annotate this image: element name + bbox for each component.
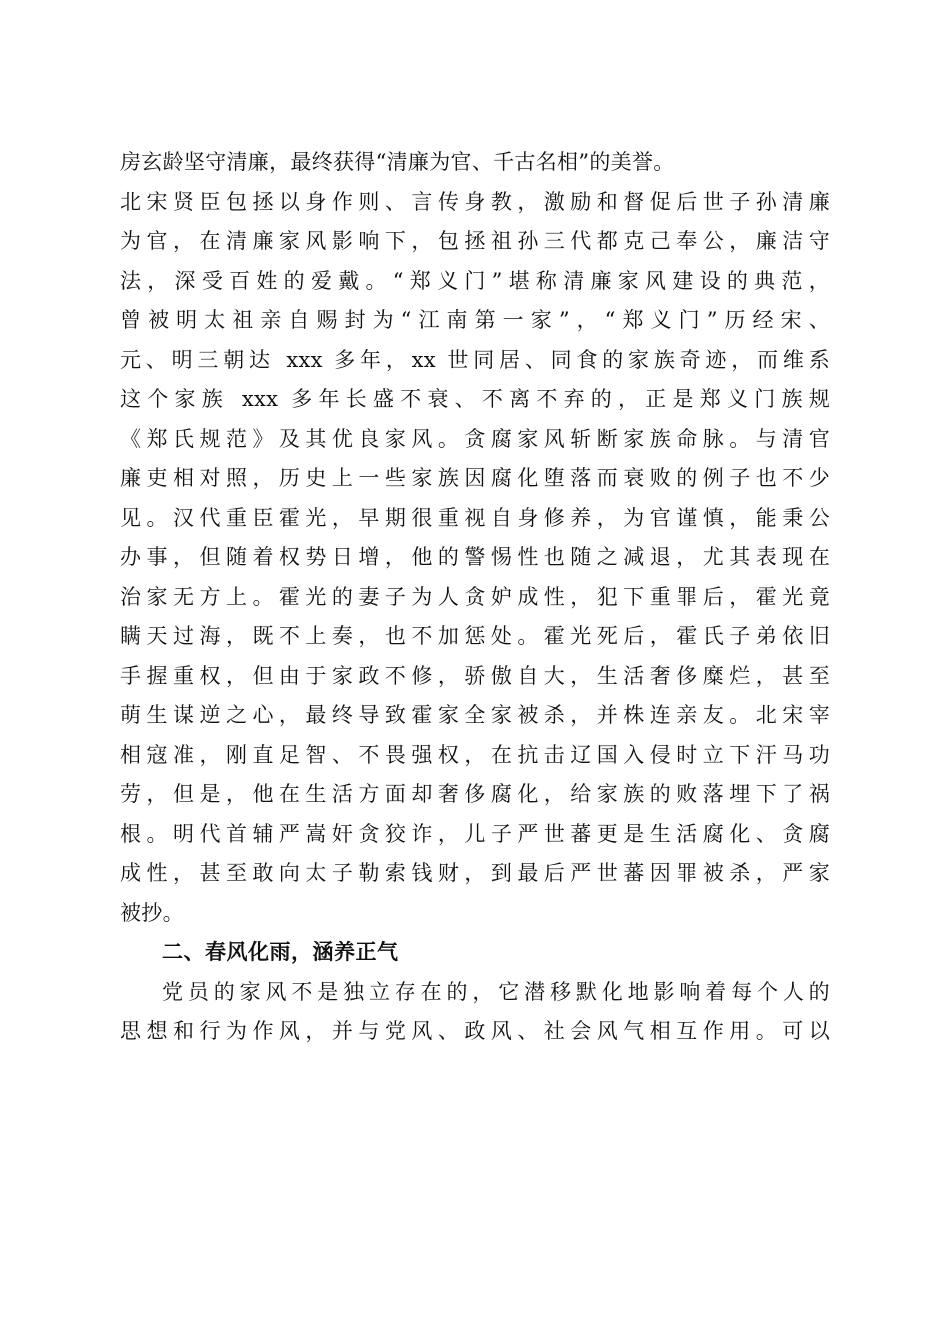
text-line: 相寇准，刚直足智、不畏强权，在抗击辽国入侵时立下汗马功 xyxy=(120,742,830,767)
section-heading: 二、春风化雨，涵养正气 xyxy=(162,940,399,964)
text-line: 萌生谋逆之心，最终导致霍家全家被杀，并株连亲友。北宋宰 xyxy=(120,703,830,727)
text-line: 手握重权，但由于家政不修，骄傲自大，生活奢侈糜烂，甚至 xyxy=(120,663,830,688)
text-line: 瞒天过海，既不上奏，也不加惩处。霍光死后，霍氏子弟依旧 xyxy=(120,624,830,648)
text-line: 曾被明太祖亲自赐封为“江南第一家”，“郑义门”历经宋、 xyxy=(120,308,830,332)
text-line: 劳，但是，他在生活方面却奢侈腐化，给家族的败落埋下了祸 xyxy=(120,782,830,806)
text-line: 房玄龄坚守清廉，最终获得“清廉为官、千古名相”的美誉。 xyxy=(120,150,675,174)
text-line: 廉吏相对照，历史上一些家族因腐化堕落而衰败的例子也不少 xyxy=(120,466,830,490)
text-line: 这个家族 xxx 多年长盛不衰、不离不弃的，正是郑义门族规 xyxy=(120,387,830,411)
text-line: 党员的家风不是独立存在的，它潜移默化地影响着每个人的 xyxy=(162,979,830,1004)
text-line: 法，深受百姓的爱戴。“郑义门”堪称清廉家风建设的典范， xyxy=(120,268,830,293)
body-text xyxy=(120,143,830,1052)
text-line: 办事，但随着权势日增，他的警惕性也随之减退，尤其表现在 xyxy=(120,545,830,569)
text-line: 根。明代首辅严嵩奸贪狡诈，儿子严世蕃更是生活腐化、贪腐 xyxy=(120,821,830,846)
text-line: 为官，在清廉家风影响下，包拯祖孙三代都克己奉公，廉洁守 xyxy=(120,229,830,253)
text-line: 《郑氏规范》及其优良家风。贪腐家风斩断家族命脉。与清官 xyxy=(120,426,830,451)
text-line: 治家无方上。霍光的妻子为人贪妒成性，犯下重罪后，霍光竟 xyxy=(120,584,830,609)
text-line: 思想和行为作风，并与党风、政风、社会风气相互作用。可以 xyxy=(120,1019,830,1043)
text-line: 被抄。 xyxy=(120,900,184,925)
text-line: 成性，甚至敢向太子勒索钱财，到最后严世蕃因罪被杀，严家 xyxy=(120,861,830,885)
text-line: 北宋贤臣包拯以身作则、言传身教，激励和督促后世子孙清廉 xyxy=(120,189,830,214)
text-line: 见。汉代重臣霍光，早期很重视自身修养，为官谨慎，能秉公 xyxy=(120,505,830,530)
text-line: 元、明三朝达 xxx 多年，xx 世同居、同食的家族奇迹，而维系 xyxy=(120,347,830,372)
